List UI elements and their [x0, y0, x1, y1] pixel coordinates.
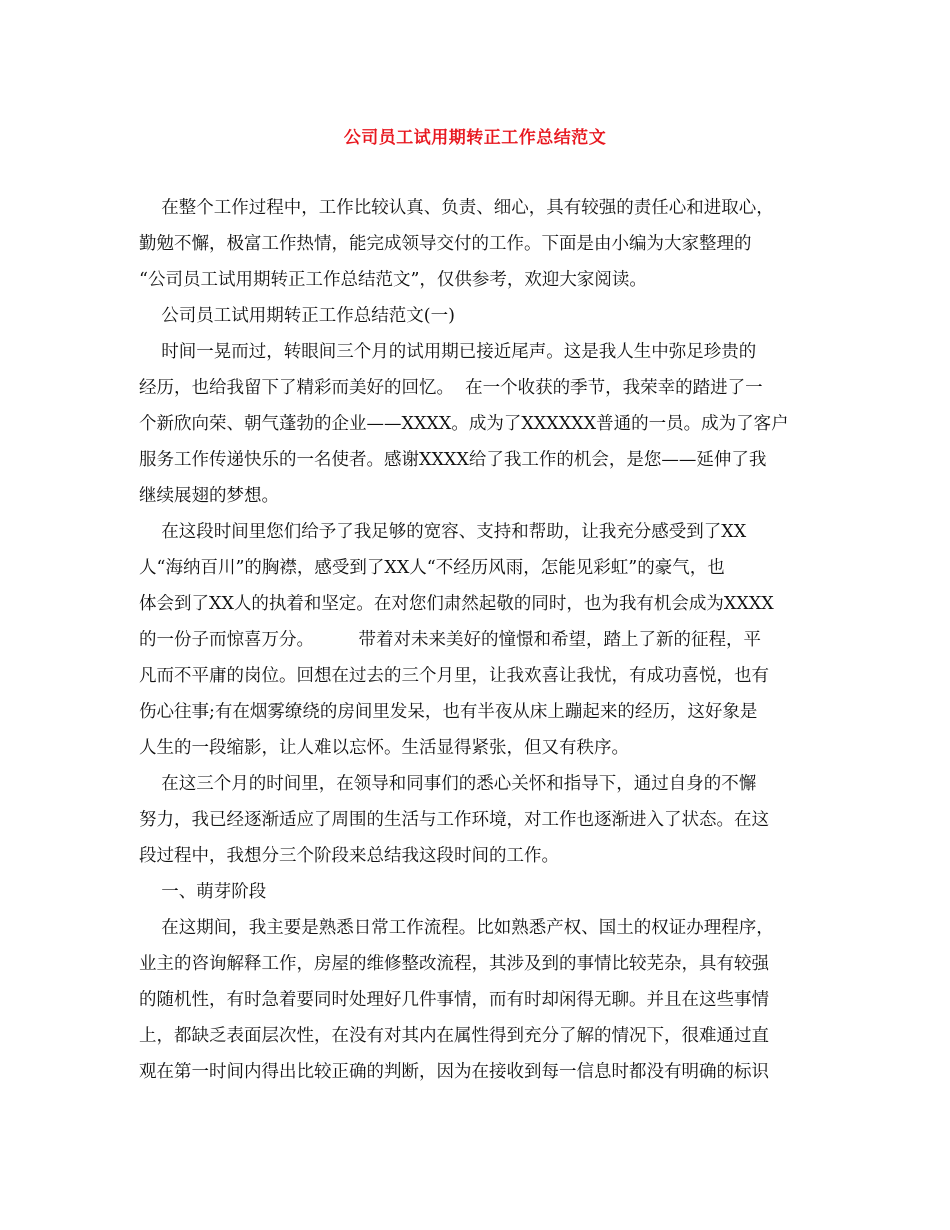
body-line: 上，都缺乏表面层次性，在没有对其内在属性得到充分了解的情况下，很难通过直 [139, 1026, 769, 1046]
body-line: 时间一晃而过，转眼间三个月的试用期已接近尾声。这是我人生中弥足珍贵的 [139, 342, 757, 362]
body-line: “公司员工试用期转正工作总结范文”，仅供参考，欢迎大家阅读。 [139, 270, 647, 290]
body-line: 人“海纳百川”的胸襟，感受到了XX人“不经历风雨，怎能见彩虹”的豪气，也 [139, 558, 725, 578]
body-line: 在这三个月的时间里，在领导和同事们的悉心关怀和指导下，通过自身的不懈 [139, 774, 757, 794]
body-line: 经历，也给我留下了精彩而美好的回忆。 在一个收获的季节，我荣幸的踏进了一 [139, 378, 763, 398]
body-line: 的随机性，有时急着要同时处理好几件事情，而有时却闲得无聊。并且在这些事情 [139, 990, 769, 1010]
body-line: 观在第一时间内得出比较正确的判断，因为在接收到每一信息时都没有明确的标识 [139, 1062, 769, 1082]
document-title: 公司员工试用期转正工作总结范文 [343, 128, 607, 148]
body-line: 继续展翅的梦想。 [139, 486, 279, 506]
body-line: 努力，我已经逐渐适应了周围的生活与工作环境，对工作也逐渐进入了状态。在这 [139, 810, 769, 830]
body-line: 服务工作传递快乐的一名使者。感谢XXXX给了我工作的机会，是您——延伸了我 [139, 450, 767, 470]
body-line: 勤勉不懈，极富工作热情，能完成领导交付的工作。下面是由小编为大家整理的 [139, 234, 752, 254]
body-line: 伤心往事;有在烟雾缭绕的房间里发呆，也有半夜从床上蹦起来的经历，这好象是 [139, 702, 758, 722]
body-line: 的一份子而惊喜万分。 带着对未来美好的憧憬和希望，踏上了新的征程，平 [139, 630, 761, 650]
body-line: 在整个工作过程中，工作比较认真、负责、细心，具有较强的责任心和进取心， [139, 198, 774, 218]
body-line: 在这段时间里您们给予了我足够的宽容、支持和帮助，让我充分感受到了XX [139, 522, 747, 542]
body-line: 业主的咨询解释工作，房屋的维修整改流程，其涉及到的事情比较芜杂，具有较强 [139, 954, 769, 974]
body-line: 个新欣向荣、朝气蓬勃的企业——XXXX。成为了XXXXXX普通的一员。成为了客户 [139, 414, 789, 434]
section-heading: 公司员工试用期转正工作总结范文(一) [139, 306, 455, 326]
body-line: 在这期间，我主要是熟悉日常工作流程。比如熟悉产权、国土的权证办理程序， [139, 918, 774, 938]
body-line: 凡而不平庸的岗位。回想在过去的三个月里，让我欢喜让我忧，有成功喜悦，也有 [139, 666, 769, 686]
body-line: 段过程中，我想分三个阶段来总结我这段时间的工作。 [139, 846, 559, 866]
body-line: 人生的一段缩影，让人难以忘怀。生活显得紧张，但又有秩序。 [139, 738, 629, 758]
section-heading: 一、萌芽阶段 [139, 882, 267, 902]
body-line: 体会到了XX人的执着和坚定。在对您们肃然起敬的同时，也为我有机会成为XXXX [139, 594, 774, 614]
